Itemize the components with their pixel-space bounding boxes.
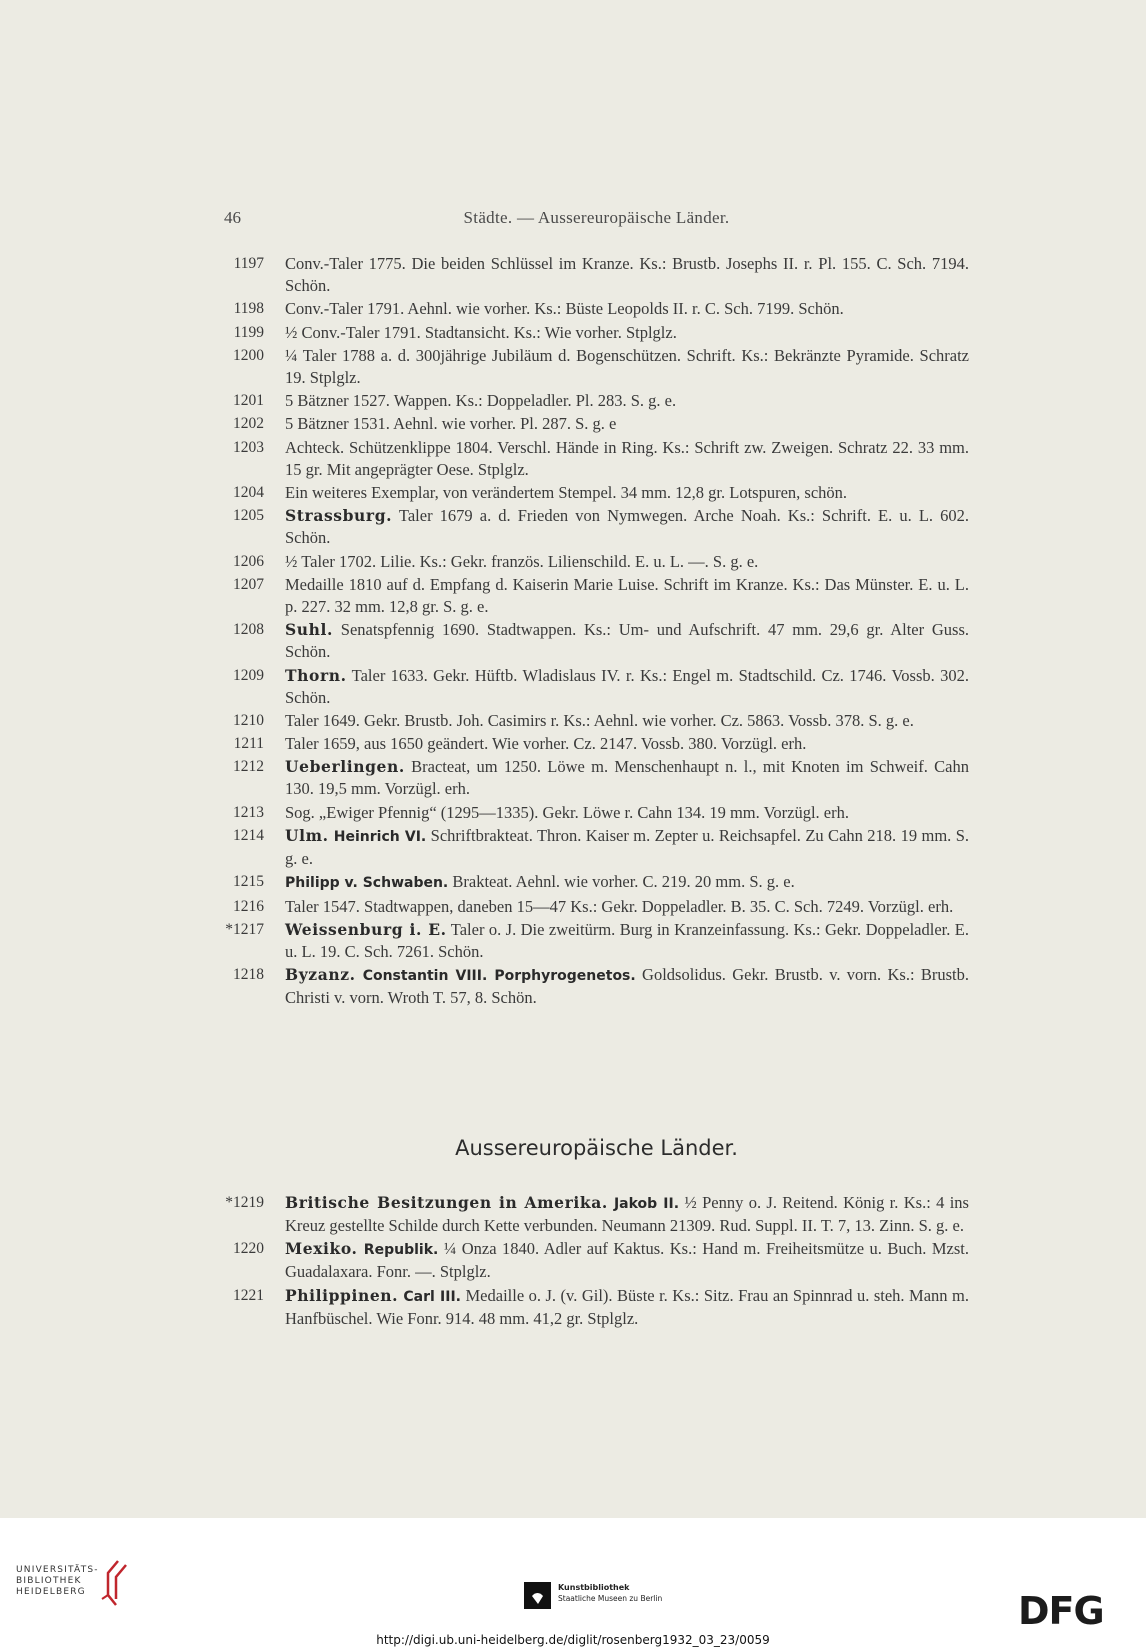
lot-number: 1209 bbox=[233, 666, 264, 684]
lot-text: ½ Taler 1702. Lilie. Ks.: Gekr. französ. Lilienschild. E. u. L. —. S. g. e. bbox=[285, 551, 759, 571]
dfg-logo: DFG bbox=[1018, 1589, 1104, 1633]
catalog-entry bbox=[224, 437, 969, 481]
lot-description bbox=[285, 505, 969, 549]
catalog-entry bbox=[224, 322, 969, 344]
lot-text: ¼ Taler 1788 a. d. 300jährige Jubiläum d. Bogenschützen. Schrift. Ks.: Bekränzte Pyramide. Schratz 19. Stplglz. bbox=[285, 345, 969, 387]
ub-logo-text bbox=[16, 1565, 99, 1598]
lot-text: Brakteat. Aehnl. wie vorher. C. 219. 20 mm. S. g. e. bbox=[448, 872, 795, 892]
catalog-entry bbox=[224, 1285, 969, 1330]
lot-description bbox=[285, 733, 969, 755]
lot-text: Taler o. J. Die zweitürm. Burg in Kranzeinfassung. Ks.: Gekr. Doppeladler. E. u. L. 19. C. Sch. 7261. Schön. bbox=[285, 919, 969, 961]
lot-number: 1215 bbox=[233, 873, 264, 891]
place-heading: Weissenburg i. E. bbox=[285, 919, 447, 939]
lot-description bbox=[285, 437, 969, 481]
kunstbibliothek-title: Kunstbibliothek bbox=[558, 1583, 630, 1592]
lot-number: 1221 bbox=[233, 1286, 264, 1304]
place-heading: Byzanz. bbox=[285, 965, 356, 985]
lot-description bbox=[285, 802, 969, 824]
catalog-entry bbox=[224, 482, 969, 504]
lot-number: 1218 bbox=[233, 966, 264, 984]
lot-text: Achteck. Schützenklippe 1804. Verschl. Hände in Ring. Ks.: Schrift zw. Zweigen. Schratz 22. 33 mm. 15 gr. Mit angeprägter Oese. Stplglz. bbox=[285, 437, 969, 479]
running-title: Städte. — Aussereuropäische Länder. bbox=[463, 208, 730, 227]
catalog-entry bbox=[224, 619, 969, 663]
page-number: 46 bbox=[224, 208, 241, 227]
lot-description bbox=[285, 871, 969, 894]
lot-number: 1198 bbox=[233, 300, 264, 318]
place-heading: Philippinen. bbox=[285, 1285, 399, 1305]
lot-number: 1202 bbox=[233, 415, 264, 433]
place-heading: Thorn. bbox=[285, 665, 347, 685]
lot-number: 1203 bbox=[233, 438, 264, 456]
lot-description bbox=[285, 896, 969, 918]
ub-logo-line: BIBLIOTHEK bbox=[16, 1576, 82, 1586]
catalog-entry bbox=[224, 896, 969, 918]
lot-description bbox=[285, 413, 969, 435]
lot-text: Taler 1679 a. d. Frieden von Nymwegen. Arche Noah. Ks.: Schrift. E. u. L. 602. Schön. bbox=[285, 506, 969, 548]
catalog-entry bbox=[224, 551, 969, 573]
lot-text: Taler 1649. Gekr. Brustb. Joh. Casimirs r. Ks.: Aehnl. wie vorher. Cz. 5863. Vossb. 378. S. g. e. bbox=[285, 710, 914, 730]
lot-number: 1213 bbox=[233, 803, 264, 821]
catalog-entry bbox=[224, 505, 969, 549]
lot-text: ½ Conv.-Taler 1791. Stadtansicht. Ks.: Wie vorher. Stplglz. bbox=[285, 322, 677, 342]
lot-description bbox=[285, 298, 969, 320]
place-heading: Ulm. bbox=[285, 826, 329, 846]
lot-text: Goldsolidus. Gekr. Brustb. v. vorn. Ks.: Brustb. Christi v. vorn. Wroth T. 57, 8. Schön. bbox=[285, 965, 969, 1008]
kunstbibliothek-emblem-icon bbox=[524, 1582, 551, 1609]
ruler-heading: Republik. bbox=[357, 1242, 439, 1259]
place-heading: Suhl. bbox=[285, 620, 334, 640]
place-heading: Mexiko. bbox=[285, 1239, 358, 1259]
kunstbibliothek-text bbox=[558, 1582, 662, 1604]
lot-text: Medaille 1810 auf d. Empfang d. Kaiserin Marie Luise. Schrift im Kranze. Ks.: Das Münster. E. u. L. p. 227. 32 mm. 12,8 gr. S. g. e. bbox=[285, 574, 969, 616]
lot-text: Medaille o. J. (v. Gil). Büste r. Ks.: Sitz. Frau an Spinnrad u. steh. Mann m. Hanfbüschel. Wie Fonr. 914. 48 mm. 41,2 gr. Stplglz. bbox=[285, 1285, 969, 1328]
lot-description bbox=[285, 482, 969, 504]
entry-list bbox=[224, 253, 969, 1011]
catalog-entry bbox=[224, 1238, 969, 1283]
catalog-entry bbox=[224, 964, 969, 1009]
lot-number: 1214 bbox=[233, 827, 264, 845]
lot-description bbox=[285, 574, 969, 618]
lot-text: Conv.-Taler 1791. Aehnl. wie vorher. Ks.: Büste Leopolds II. r. C. Sch. 7199. Schön. bbox=[285, 299, 844, 319]
ruler-heading: Jakob II. bbox=[607, 1196, 680, 1212]
place-heading: Strassburg. bbox=[285, 506, 393, 526]
catalog-entry bbox=[224, 413, 969, 435]
ub-logo-line: HEIDELBERG bbox=[16, 1587, 86, 1597]
lot-number: 1205 bbox=[233, 507, 264, 525]
entry-list-overseas bbox=[224, 1192, 969, 1331]
lot-number: 1212 bbox=[233, 758, 264, 776]
lot-text: ½ Penny o. J. Reitend. König r. Ks.: 4 ins Kreuz gestellte Schilde durch Kette verbunden. Neumann 21309. Rud. Suppl. II. T. 7, 13. Zinn. S. g. e. bbox=[285, 1193, 969, 1235]
lot-text: Taler 1659, aus 1650 geändert. Wie vorher. Cz. 2147. Vossb. 380. Vorzügl. erh. bbox=[285, 734, 807, 754]
catalog-entry bbox=[224, 756, 969, 800]
lot-text: ¼ Onza 1840. Adler auf Kaktus. Ks.: Hand m. Freiheitsmütze u. Buch. Mzst. Guadalaxara. Fonr. —. Stplglz. bbox=[285, 1239, 969, 1282]
lot-description bbox=[285, 964, 969, 1009]
lot-description bbox=[285, 390, 969, 412]
ub-heidelberg-logo bbox=[16, 1565, 99, 1598]
lot-description bbox=[285, 1238, 969, 1283]
lot-number: 1216 bbox=[233, 897, 264, 915]
lot-text: 5 Bätzner 1531. Aehnl. wie vorher. Pl. 287. S. g. e bbox=[285, 414, 617, 434]
place-heading: Britische Besitzungen in Amerika. bbox=[285, 1193, 608, 1212]
lot-number: 1210 bbox=[233, 711, 264, 729]
lot-number: 1211 bbox=[233, 735, 264, 753]
lot-number: 1200 bbox=[233, 346, 264, 364]
kunstbibliothek-subtitle: Staatliche Museen zu Berlin bbox=[558, 1594, 663, 1603]
catalog-entry bbox=[224, 1192, 969, 1237]
lot-number: 1201 bbox=[233, 392, 264, 410]
ruler-heading: Heinrich VI. bbox=[328, 829, 427, 846]
lot-text: Bracteat, um 1250. Löwe m. Menschenhaupt n. l., mit Knoten im Schweif. Cahn 130. 19,5 mm. Vorzügl. erh. bbox=[285, 757, 969, 799]
catalog-entry bbox=[224, 345, 969, 389]
lot-text: Conv.-Taler 1775. Die beiden Schlüssel im Kranze. Ks.: Brustb. Josephs II. r. Pl. 155. C. Sch. 7194. Schön. bbox=[285, 254, 969, 295]
lot-text: Senatspfennig 1690. Stadtwappen. Ks.: Um- und Aufschrift. 47 mm. 29,6 gr. Alter Guss. Schön. bbox=[285, 620, 969, 662]
catalog-entry bbox=[224, 825, 969, 870]
lot-number: 1199 bbox=[233, 323, 264, 341]
lot-text: 5 Bätzner 1527. Wappen. Ks.: Doppeladler. Pl. 283. S. g. e. bbox=[285, 391, 677, 411]
lot-description bbox=[285, 253, 969, 297]
catalog-entry bbox=[224, 710, 969, 732]
ub-emblem-icon bbox=[100, 1559, 132, 1607]
catalog-entry bbox=[224, 802, 969, 824]
lot-number: 1206 bbox=[233, 552, 264, 570]
lot-description bbox=[285, 710, 969, 732]
catalog-entry bbox=[224, 871, 969, 894]
lot-description bbox=[285, 665, 969, 709]
catalog-entry bbox=[224, 298, 969, 320]
lot-description bbox=[285, 619, 969, 663]
lot-description bbox=[285, 551, 969, 573]
lot-number: 1207 bbox=[233, 575, 264, 593]
lot-number: *1217 bbox=[225, 920, 264, 938]
catalog-entry bbox=[224, 665, 969, 709]
lot-text: Schriftbrakteat. Thron. Kaiser m. Zepter u. Reichsapfel. Zu Cahn 218. 19 mm. S. g. e. bbox=[285, 826, 970, 869]
lot-text: Taler 1633. Gekr. Hüftb. Wladislaus IV. r. Ks.: Engel m. Stadtschild. Cz. 1746. Vossb. 302. Schön. bbox=[285, 665, 969, 707]
place-heading: Ueberlingen. bbox=[285, 757, 405, 777]
lot-text: Ein weiteres Exemplar, von verändertem Stempel. 34 mm. 12,8 gr. Lotspuren, schön. bbox=[285, 483, 848, 503]
lot-number: 1197 bbox=[233, 255, 264, 272]
lot-description bbox=[285, 1285, 969, 1330]
lot-number: 1220 bbox=[233, 1240, 264, 1258]
lot-description bbox=[285, 756, 969, 800]
lot-text: Taler 1547. Stadtwappen, daneben 15—47 Ks.: Gekr. Doppeladler. B. 35. C. Sch. 7249. Vorzügl. erh. bbox=[285, 896, 954, 916]
catalog-entry bbox=[224, 919, 969, 963]
permalink-url[interactable]: http://digi.ub.uni-heidelberg.de/diglit/rosenberg1932_03_23/0059 bbox=[376, 1633, 770, 1647]
catalog-entry bbox=[224, 733, 969, 755]
catalog-entry bbox=[224, 253, 969, 297]
lot-description bbox=[285, 1192, 969, 1237]
catalog-entry bbox=[224, 574, 969, 618]
lot-number: *1219 bbox=[225, 1194, 264, 1211]
section-heading: Aussereuropäische Länder. bbox=[455, 1136, 738, 1160]
lot-description bbox=[285, 322, 969, 344]
lot-description bbox=[285, 825, 969, 870]
ruler-heading: Constantin VIII. Porphyrogenetos. bbox=[355, 968, 636, 985]
lot-text: Sog. „Ewiger Pfennig“ (1295—1335). Gekr. Löwe r. Cahn 134. 19 mm. Vorzügl. erh. bbox=[285, 802, 849, 822]
lot-description bbox=[285, 919, 969, 963]
ruler-heading: Philipp v. Schwaben. bbox=[285, 875, 449, 892]
lot-number: 1204 bbox=[233, 484, 264, 502]
lot-number: 1208 bbox=[233, 621, 264, 639]
ub-logo-line: UNIVERSITÄTS- bbox=[16, 1565, 99, 1575]
lot-description bbox=[285, 345, 969, 389]
ruler-heading: Carl III. bbox=[398, 1288, 462, 1305]
catalog-entry bbox=[224, 390, 969, 412]
footer bbox=[0, 1518, 1146, 1651]
